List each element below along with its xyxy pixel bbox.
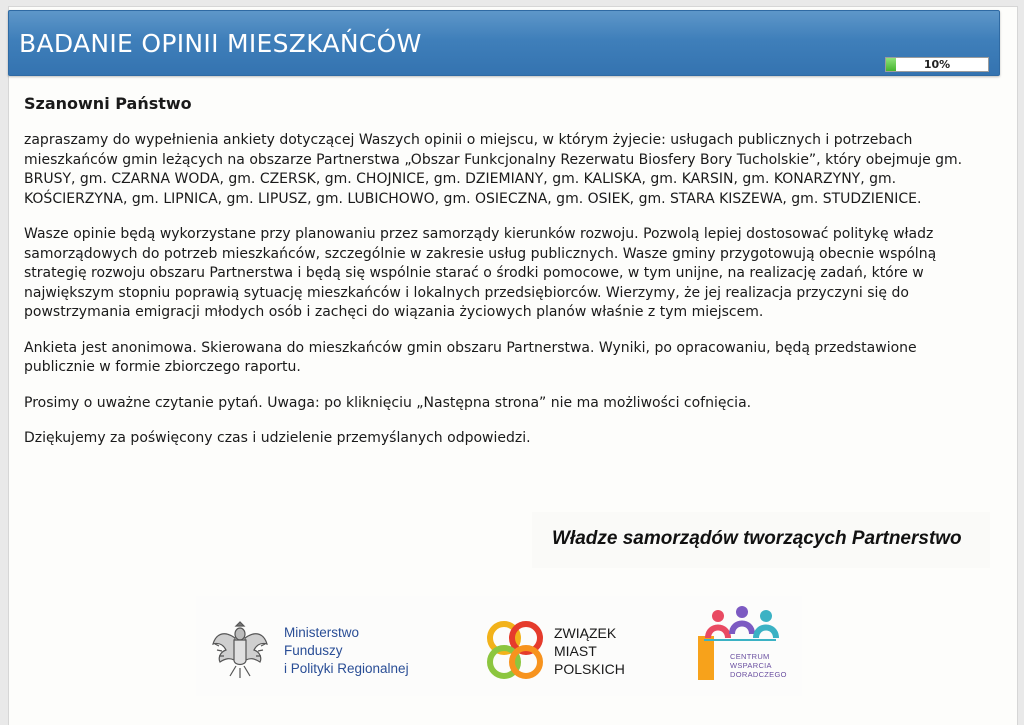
zmp-logo-text — [554, 624, 625, 678]
ministry-logo — [210, 616, 270, 686]
cwd-name-line: DORADCZEGO — [730, 670, 787, 679]
eagle-emblem-icon — [210, 616, 270, 682]
zmp-rings-icon — [482, 618, 548, 684]
survey-header — [8, 10, 1000, 76]
progress-label: 10% — [923, 58, 951, 71]
ministry-name-line: i Polityki Regionalnej — [284, 661, 409, 676]
ministry-name-line: Funduszy — [284, 643, 343, 658]
signature-box — [532, 512, 990, 568]
survey-title: BADANIE OPINII MIESZKAŃCÓW — [19, 29, 422, 58]
zmp-logo — [482, 618, 548, 688]
intro-paragraph: Wasze opinie będą wykorzystane przy planowaniu przez samorządy kierunków rozwoju. Pozwolą lepiej dostosować politykę władz samorządowych do potrzeb mieszkańców, szczególnie w zakresie usług publicznych. Wasze gminy przygotowują obecnie wspólną strategię rozwoju obszaru Partnerstwa i będą się wspólnie starać o środki pomocowe, w tym unijne, na realizację zadań, które w największym stopniu poprawią sytuację mieszkańców i lokalnych przedsiębiorców. Wierzymy, że jej realizacja przyczyni się do powstrzymania emigracji młodych osób i zachęci do wiązania życiowych planów właśnie z tym miejscem. — [24, 226, 937, 320]
cwd-logo-text — [730, 652, 787, 679]
cwd-name-line: CENTRUM — [730, 652, 770, 661]
greeting-heading: Szanowni Państwo — [24, 94, 192, 113]
progress-bar — [885, 57, 989, 72]
zmp-name-line: POLSKICH — [554, 661, 625, 677]
zmp-name-line: MIAST — [554, 643, 597, 659]
intro-paragraph: Ankieta jest anonimowa. Skierowana do mieszkańców gmin obszaru Partnerstwa. Wyniki, po opracowaniu, będą przedstawione publicznie w formie zbiorczego raportu. — [24, 339, 917, 375]
intro-paragraph: zapraszamy do wypełnienia ankiety dotyczącej Waszych opinii o miejscu, w którym żyjecie: usługach publicznych i potrzebach mieszkańców gmin leżących na obszarze Partnerstwa „Obszar Funkcjonalny Rezerwatu Biosfery Bory Tucholskie”, który obejmuje gm. BRUSY, gm. CZARNA WODA, gm. CZERSK, gm. CHOJNICE, gm. DZIEMIANY, gm. KALISKA, gm. KARSIN, gm. KONARZYNY, gm. KOŚCIERZYNA, gm. LIPNICA, gm. LIPUSZ, gm. LUBICHOWO, gm. OSIECZNA, gm. OSIEK, gm. STARA KISZEWA, gm. STUDZIENICE. — [24, 132, 963, 207]
cwd-name-line: WSPARCIA — [730, 661, 772, 670]
ministry-logo-text — [284, 624, 409, 678]
ministry-name-line: Ministerstwo — [284, 625, 360, 640]
partner-logos — [196, 596, 802, 696]
intro-content — [24, 94, 990, 465]
intro-paragraph: Dziękujemy za poświęcony czas i udzielenie przemyślanych odpowiedzi. — [24, 430, 531, 446]
intro-paragraph: Prosimy o uważne czytanie pytań. Uwaga: po kliknięciu „Następna strona” nie ma możliwości cofnięcia. — [24, 394, 752, 411]
signature-text: Władze samorządów tworzących Partnerstwo — [552, 528, 962, 549]
zmp-name-line: ZWIĄZEK — [554, 625, 617, 641]
